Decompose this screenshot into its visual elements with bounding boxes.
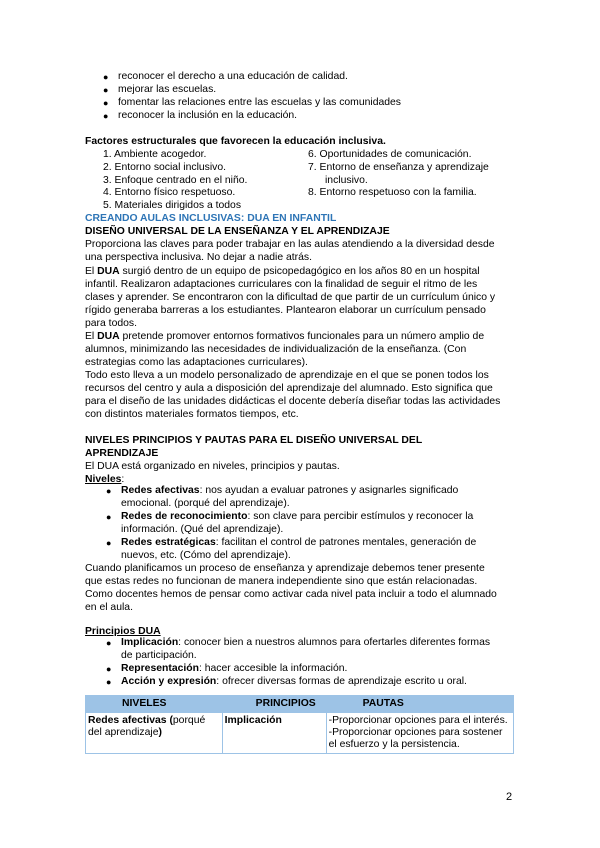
bullet-icon: ● [103, 98, 109, 108]
paragraph-line: Cuando planificamos un proceso de enseñanza y aprendizaje debemos tener presente [85, 563, 485, 574]
paragraph-line: para el diseño de las unidades didácticas el docente debería diseñar todas las actividades [85, 396, 501, 407]
list-item: 2. Entorno social inclusivo. [103, 161, 227, 173]
section-heading-blue: CREANDO AULAS INCLUSIVAS: DUA EN INFANTIL [85, 213, 337, 224]
list-item: ● mejorar las escuelas. [103, 84, 217, 95]
table-header-niveles: NIVELES [86, 696, 223, 713]
list-item: 6. Oportunidades de comunicación. [308, 149, 472, 160]
factores-right-list [308, 149, 489, 200]
paragraph-line: con distintos materiales formatos tiempos, etc. [85, 409, 299, 420]
list-item: 1. Ambiente acogedor. [103, 149, 207, 160]
paragraph-line: El DUA pretende promover entornos formativos funcionales para un número amplio de [85, 331, 485, 342]
paragraph-line: una perspectiva inclusiva. No dejar a nadie atrás. [85, 252, 312, 263]
bullet-icon: ● [106, 538, 112, 548]
list-item-cont: información. (Qué del aprendizaje). [121, 524, 284, 535]
list-item: ● Redes afectivas: nos ayudan a evaluar patrones y asignarles significado [106, 485, 459, 496]
paragraph-line: que estas redes no funcionan de manera independiente sino que están relacionadas. [85, 576, 478, 587]
section-heading-niveles-cont: APRENDIZAJE [85, 448, 159, 459]
list-item: ● Redes de reconocimiento: son clave para percibir estímulos y reconocer la [106, 511, 474, 522]
table-cell-principios: Implicación [222, 713, 326, 754]
bullet-icon: ● [106, 486, 112, 496]
table-row [86, 713, 514, 754]
list-item-cont: de participación. [121, 650, 197, 661]
bullet-icon: ● [106, 512, 112, 522]
paragraph-line: Como docentes hemos de pensar como activar cada nivel pata incluir a todo el alumnado [85, 589, 497, 600]
table-header-principios: PRINCIPIOS [222, 696, 326, 713]
factores-left-list [103, 149, 247, 213]
bullet-icon: ● [103, 111, 109, 121]
section-heading-niveles: NIVELES PRINCIPIOS Y PAUTAS PARA EL DISEÑO UNIVERSAL DEL [85, 435, 423, 446]
paragraph-line: Todo esto lleva a un modelo personalizado de aprendizaje en el que se ponen todos los [85, 370, 489, 381]
bullet-icon: ● [103, 85, 109, 95]
list-item: ● reconocer el derecho a una educación de calidad. [103, 71, 348, 82]
section-heading-dua: DISEÑO UNIVERSAL DE LA ENSEÑANZA Y EL APRENDIZAJE [85, 226, 390, 237]
paragraph-line: en el aula. [85, 602, 133, 613]
principios-heading: Principios DUA [85, 626, 161, 637]
list-item: ● Acción y expresión: ofrecer diversas formas de aprendizaje escrito u oral. [106, 676, 467, 687]
list-item: ● Redes estratégicas: facilitan el control de patrones mentales, generación de [106, 537, 477, 548]
list-item: ● fomentar las relaciones entre las escuelas y las comunidades [103, 97, 402, 108]
paragraph-line: El DUA está organizado en niveles, principios y pautas. [85, 461, 340, 472]
list-item: 3. Enfoque centrado en el niño. [103, 174, 248, 186]
paragraph-line: alumnos, minimizando las necesidades de individualización de la enseñanza. (Con [85, 344, 467, 355]
paragraph-line: rígido generaba barreras a los estudiantes. Plantearon elaborar un currículum pensado [85, 305, 486, 316]
niveles-heading: Niveles: [85, 474, 125, 485]
paragraph-line: clases y aprender. Se encontraron con la dificultad de que partir de un currículum único y [85, 292, 496, 303]
paragraph-line: estrategias como las adaptaciones curriculares). [85, 357, 308, 368]
paragraph-line: para todos. [85, 318, 137, 329]
paragraph-line: recursos del centro y aula a disposición del aprendizaje del alumnado. Esto significa que [85, 383, 493, 394]
list-item-cont: nuevos, etc. (Cómo del aprendizaje). [121, 550, 291, 561]
table-header-pautas: PAUTAS [326, 696, 513, 713]
paragraph-line: infantil. Realizaron adaptaciones curriculares con la finalidad de seguir el ritmo de les [85, 279, 478, 290]
bullet-icon: ● [106, 664, 112, 674]
paragraph-line: Proporciona las claves para poder trabajar en las aulas atendiendo a la diversidad desde [85, 239, 495, 250]
bullet-icon: ● [106, 677, 112, 687]
bullet-icon: ● [106, 638, 112, 648]
dua-table [85, 695, 514, 754]
paragraph-line: El DUA surgió dentro de un equipo de psicopedagógico en los años 80 en un hospital [85, 266, 480, 277]
list-item: 5. Materiales dirigidos a todos [103, 200, 242, 212]
list-item-cont: emocional. (porqué del aprendizaje). [121, 498, 290, 509]
table-cell-niveles: Redes afectivas (porqué del aprendizaje) [86, 713, 223, 754]
list-item: 7. Entorno de enseñanza y aprendizaje [308, 161, 489, 173]
list-item: 8. Entorno respetuoso con la familia. [308, 187, 477, 199]
list-item: 4. Entorno físico respetuoso. [103, 187, 236, 199]
bullet-icon: ● [103, 72, 109, 82]
table-header-row [86, 696, 514, 713]
list-item: ● Representación: hacer accesible la información. [106, 663, 348, 674]
table-cell-pautas: -Proporcionar opciones para el interés. -Proporcionar opciones para sostener el esfuerzo y la persistencia. [326, 713, 513, 754]
list-item: inclusivo. [325, 174, 368, 186]
list-item: ● Implicación: conocer bien a nuestros alumnos para ofertarles diferentes formas [106, 637, 491, 648]
factores-title: Factores estructurales que favorecen la educación inclusiva. [85, 136, 386, 147]
page-number: 2 [506, 791, 513, 803]
list-item: ● reconocer la inclusión en la educación. [103, 110, 298, 121]
